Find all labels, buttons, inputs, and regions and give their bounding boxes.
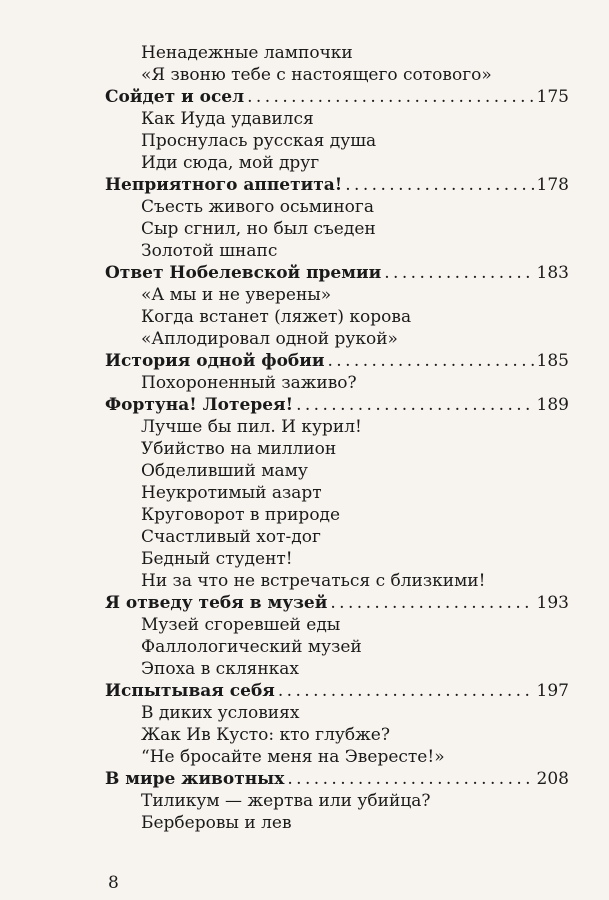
toc-subentry: В диких условиях xyxy=(141,703,300,723)
toc-subentry: Эпоха в склянках xyxy=(141,659,300,679)
toc-section-row xyxy=(105,768,569,790)
toc-subentry: Ненадежные лампочки xyxy=(141,43,353,63)
toc-subentry: «Я звоню тебе с настоящего сотового» xyxy=(141,65,492,85)
toc-section-title: Ответ Нобелевской премии xyxy=(105,263,382,283)
toc-section-row xyxy=(105,86,569,108)
toc-section-title: Сойдет и осел xyxy=(105,87,245,107)
toc-subentry: Неукротимый азарт xyxy=(141,483,322,503)
toc-section-title: История одной фобии xyxy=(105,351,325,371)
toc-leader-dots xyxy=(384,262,533,284)
toc-page-number: 185 xyxy=(536,351,569,371)
toc-page-number: 175 xyxy=(536,87,569,107)
toc-subentry: Фаллологический музей xyxy=(141,637,362,657)
toc-section-title: Фортуна! Лотерея! xyxy=(105,395,294,415)
toc-page-number: 197 xyxy=(536,681,569,701)
toc-subentry: Берберовы и лев xyxy=(141,813,292,833)
toc-page-number: 208 xyxy=(536,769,569,789)
toc-section-title: В мире животных xyxy=(105,769,285,789)
toc-leader-dots xyxy=(287,768,533,790)
toc-section-title: Испытывая себя xyxy=(105,681,275,701)
toc-subentry: Как Иуда удавился xyxy=(141,109,314,129)
toc-section-row xyxy=(105,350,569,372)
toc-subentry: Ни за что не встречаться с близкими! xyxy=(141,571,486,591)
toc-section-title: Я отведу тебя в музей xyxy=(105,593,328,613)
toc-subentry: Музей сгоревшей еды xyxy=(141,615,341,635)
toc-page-number: 178 xyxy=(536,175,569,195)
toc-subentry: Лучше бы пил. И курил! xyxy=(141,417,362,437)
toc-section-row xyxy=(105,680,569,702)
toc-leader-dots xyxy=(296,394,533,416)
toc-page-number: 183 xyxy=(536,263,569,283)
toc-subentry: Убийство на миллион xyxy=(141,439,337,459)
toc-leader-dots xyxy=(247,86,533,108)
toc-leader-dots xyxy=(330,592,533,614)
toc-section-title: Неприятного аппетита! xyxy=(105,175,343,195)
toc-section-row xyxy=(105,262,569,284)
table-of-contents xyxy=(105,42,569,834)
toc-leader-dots xyxy=(278,680,534,702)
toc-subentry: Тиликум — жертва или убийца? xyxy=(141,791,431,811)
toc-subentry: «А мы и не уверены» xyxy=(141,285,332,305)
toc-subentry: Круговорот в природе xyxy=(141,505,341,525)
toc-section-row xyxy=(105,174,569,196)
page-number: 8 xyxy=(108,873,119,893)
toc-subentry: Жак Ив Кусто: кто глубже? xyxy=(141,725,390,745)
toc-subentry: Обделивший маму xyxy=(141,461,308,481)
toc-subentry: Иди сюда, мой друг xyxy=(141,153,320,173)
toc-page-number: 189 xyxy=(536,395,569,415)
toc-subentry: Бедный студент! xyxy=(141,549,293,569)
toc-subentry: Золотой шнапс xyxy=(141,241,278,261)
toc-subentry: Сыр сгнил, но был съеден xyxy=(141,219,376,239)
toc-subentry: Когда встанет (ляжет) корова xyxy=(141,307,412,327)
toc-page-number: 193 xyxy=(536,593,569,613)
toc-leader-dots xyxy=(327,350,533,372)
toc-section-row xyxy=(105,592,569,614)
toc-subentry: Проснулась русская душа xyxy=(141,131,377,151)
toc-subentry: Похороненный заживо? xyxy=(141,373,357,393)
toc-leader-dots xyxy=(345,174,533,196)
toc-subentry: Съесть живого осьминога xyxy=(141,197,374,217)
toc-section-row xyxy=(105,394,569,416)
toc-subentry: Счастливый хот-дог xyxy=(141,527,321,547)
toc-subentry: «Аплодировал одной рукой» xyxy=(141,329,398,349)
toc-subentry: “Не бросайте меня на Эвересте!» xyxy=(141,747,445,767)
